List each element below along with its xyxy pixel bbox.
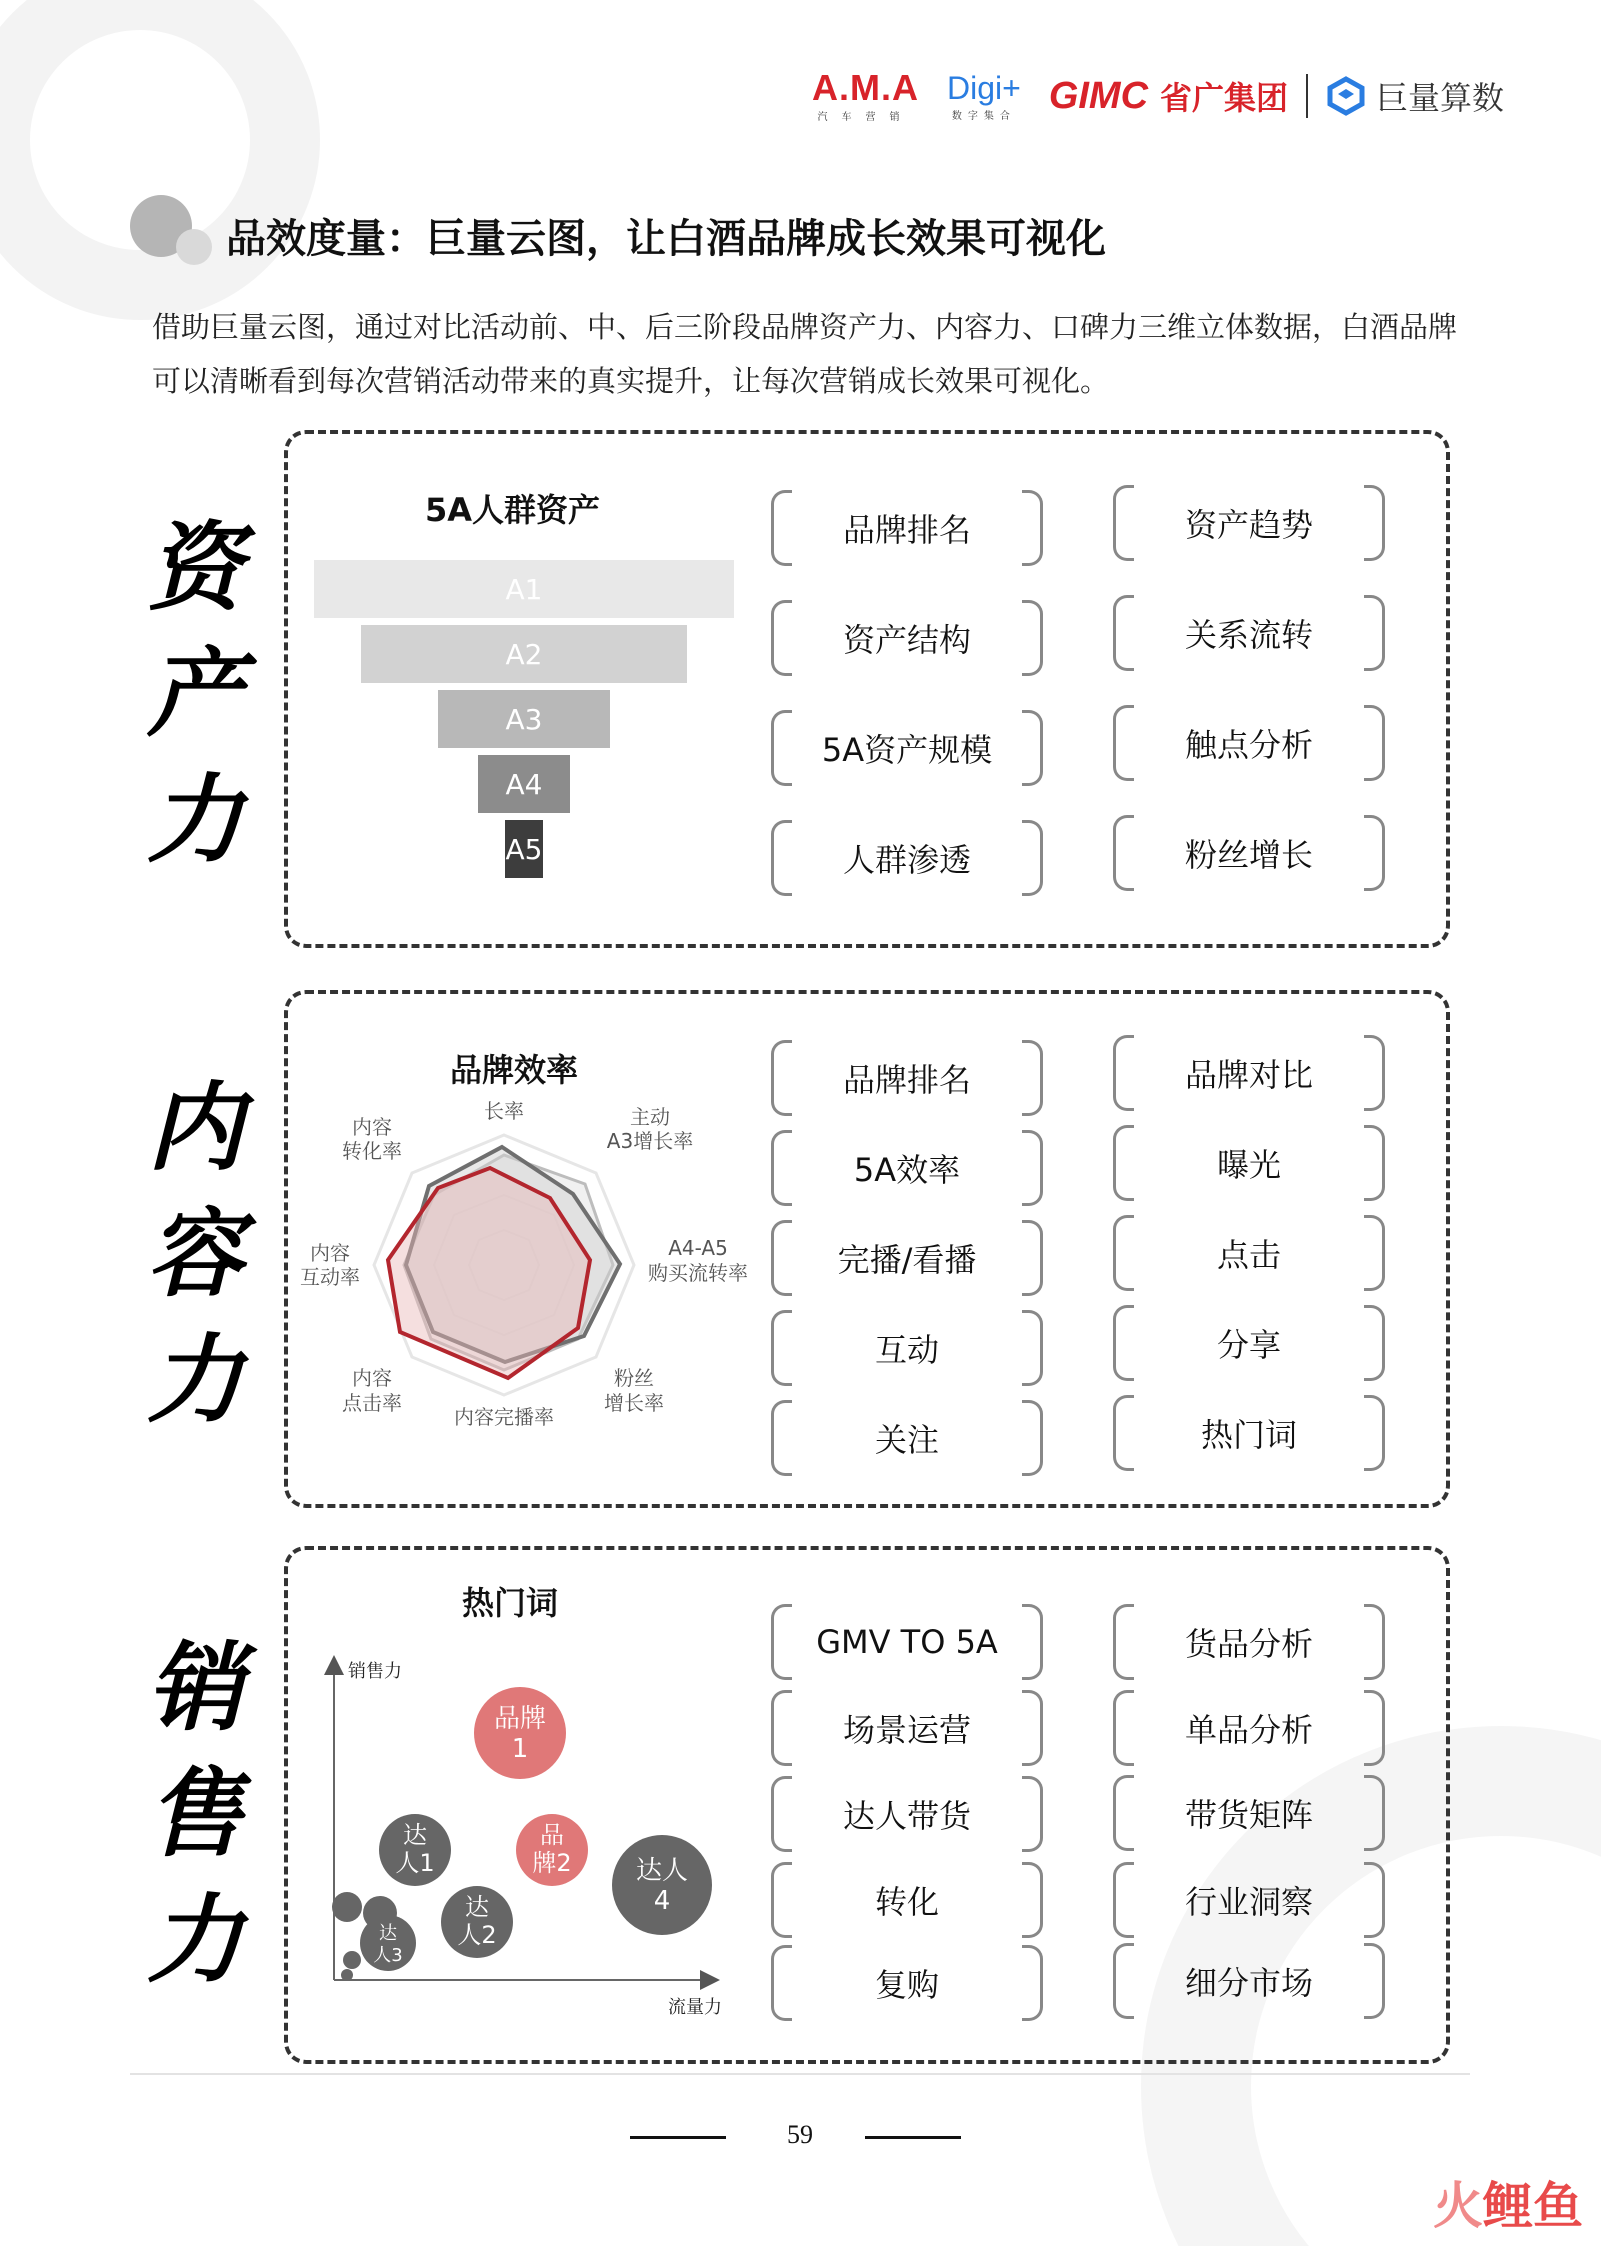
radar-axis-label: 粉丝 (614, 1366, 654, 1390)
bubble-label: 1 (511, 1734, 529, 1764)
y-axis-label: 销售力 (348, 1661, 402, 1682)
tag-completion-view: 完播/看播 (771, 1220, 1043, 1296)
tag-sales-matrix: 带货矩阵 (1113, 1775, 1385, 1851)
tag-share: 分享 (1113, 1305, 1385, 1381)
radar-axis-label: 内容完播率 (454, 1405, 554, 1429)
tag-single-product-analysis: 单品分析 (1113, 1690, 1385, 1766)
radar-chart (290, 1100, 770, 1440)
logo-digi-subtext: 数字集合 (951, 110, 1016, 122)
bubble-label: 达人 (635, 1856, 689, 1886)
tag-brand-rank: 品牌排名 (771, 490, 1043, 566)
tag-repurchase: 复购 (771, 1945, 1043, 2021)
section-label-sales (140, 1632, 250, 1996)
tag-segment-market: 细分市场 (1113, 1943, 1385, 2019)
label-char: 力 (147, 1884, 243, 1996)
tag-5a-asset-scale: 5A资产规模 (771, 710, 1043, 786)
tag-interaction: 互动 (771, 1310, 1043, 1386)
label-char: 力 (147, 764, 243, 876)
section-label-content (140, 1072, 250, 1436)
logo-juliang-text: 巨量算数 (1376, 79, 1505, 117)
title-bullet-dot-small (176, 229, 212, 265)
logo-ama-text: A.M.A (812, 66, 919, 108)
radar-axis-label: 点击率 (342, 1391, 402, 1415)
funnel-chart (312, 560, 736, 885)
bubble-label: 达 (379, 1923, 397, 1944)
bubble-label: 达 (465, 1893, 489, 1921)
radar-axis-label: 内容 (310, 1241, 350, 1265)
tag-asset-trend: 资产趋势 (1113, 485, 1385, 561)
radar-axis-label: 内容 (352, 1366, 392, 1390)
page-title: 品效度量：巨量云图，让白酒品牌成长效果可视化 (226, 216, 1106, 262)
label-char: 力 (147, 1324, 243, 1436)
tag-asset-structure: 资产结构 (771, 600, 1043, 676)
bubble-label: 达 (403, 1821, 427, 1849)
bubble-small (343, 1951, 361, 1969)
header-logos (812, 66, 1504, 126)
tag-goods-analysis: 货品分析 (1113, 1604, 1385, 1680)
bubble-label: 品 (540, 1821, 564, 1849)
decorative-circle-top-left (0, 0, 320, 320)
footer-dash-left (630, 2136, 726, 2139)
funnel-level-a2: A2 (361, 625, 687, 683)
funnel-level-a5: A5 (505, 820, 543, 878)
bubble-small (332, 1892, 362, 1922)
logo-ama (812, 66, 919, 123)
label-char: 售 (147, 1758, 243, 1870)
funnel-title: 5A人群资产 (425, 491, 601, 529)
funnel-level-a3: A3 (438, 690, 610, 748)
x-axis-label: 流量力 (668, 1997, 722, 2018)
bubble-label: 人3 (373, 1945, 403, 1966)
tag-industry-insight: 行业洞察 (1113, 1862, 1385, 1938)
bubble-label: 4 (653, 1886, 671, 1916)
intro-paragraph: 借助巨量云图，通过对比活动前、中、后三阶段品牌资产力、内容力、口碑力三维立体数据，白酒品牌可以清晰看到每次营销活动带来的真实提升，让每次营销成长效果可视化。 (152, 310, 1458, 398)
logo-ama-subtext: 汽车营销 (817, 111, 914, 123)
bubble-label: 牌2 (532, 1849, 572, 1877)
bubble-label: 品牌 (493, 1704, 547, 1734)
tag-click: 点击 (1113, 1215, 1385, 1291)
radar-title: 品牌效率 (450, 1051, 579, 1089)
funnel-level-a1: A1 (314, 560, 734, 618)
radar-axis-label: 增长率 (604, 1391, 664, 1415)
label-char: 容 (147, 1198, 243, 1310)
tag-follow: 关注 (771, 1400, 1043, 1476)
footer-divider (130, 2073, 1470, 2075)
label-char: 产 (147, 638, 243, 750)
label-char: 资 (147, 512, 243, 624)
tag-audience-penetration: 人群渗透 (771, 820, 1043, 896)
logo-digi-text: Digi+ (947, 69, 1021, 106)
watermark (1433, 2166, 1583, 2238)
bubble-small (341, 1969, 353, 1981)
tag-relation-flow: 关系流转 (1113, 595, 1385, 671)
radar-axis-label: 互动率 (300, 1265, 360, 1289)
tag-5a-efficiency: 5A效率 (771, 1130, 1043, 1206)
radar-axis-label: 转化率 (342, 1139, 402, 1163)
tag-gmv-to-5a: GMV TO 5A (771, 1604, 1043, 1680)
funnel-level-a4: A4 (478, 755, 570, 813)
bubble-label: 人1 (395, 1849, 435, 1877)
tag-brand-compare: 品牌对比 (1113, 1035, 1385, 1111)
watermark-part2: 鲤鱼 (1483, 2177, 1583, 2235)
radar-axis-label: 内容 (352, 1115, 392, 1139)
tag-scene-operation: 场景运营 (771, 1690, 1043, 1766)
label-char: 销 (147, 1632, 243, 1744)
page-number: 59 (787, 2120, 813, 2149)
tag-touchpoint-analysis: 触点分析 (1113, 705, 1385, 781)
tag-hot-words: 热门词 (1113, 1395, 1385, 1471)
label-char: 内 (147, 1072, 243, 1184)
tag-brand-rank: 品牌排名 (771, 1040, 1043, 1116)
radar-axis-label: 长率 (484, 1100, 524, 1123)
radar-axis-label: 购买流转率 (648, 1261, 748, 1285)
footer-dash-right (865, 2136, 961, 2139)
tag-fans-growth: 粉丝增长 (1113, 815, 1385, 891)
logo-gimc: GIMC (1048, 74, 1149, 117)
radar-axis-label: 主动 (630, 1105, 670, 1129)
bubble-label: 人2 (457, 1921, 497, 1949)
watermark-part1: 火 (1433, 2177, 1483, 2235)
radar-axis-label: A4-A5 (668, 1236, 728, 1260)
tag-kol-sales: 达人带货 (771, 1776, 1043, 1852)
tag-conversion: 转化 (771, 1862, 1043, 1938)
bubble-chart (300, 1645, 740, 2025)
radar-axis-label: A3增长率 (606, 1129, 694, 1153)
logo-separator (1306, 74, 1308, 118)
logo-gimc-cn: 省广集团 (1160, 79, 1289, 117)
tag-exposure: 曝光 (1113, 1125, 1385, 1201)
juliang-logo-icon (1326, 76, 1366, 116)
bubble-title: 热门词 (462, 1584, 559, 1622)
section-label-asset (140, 512, 250, 876)
logo-digi (947, 71, 1021, 122)
